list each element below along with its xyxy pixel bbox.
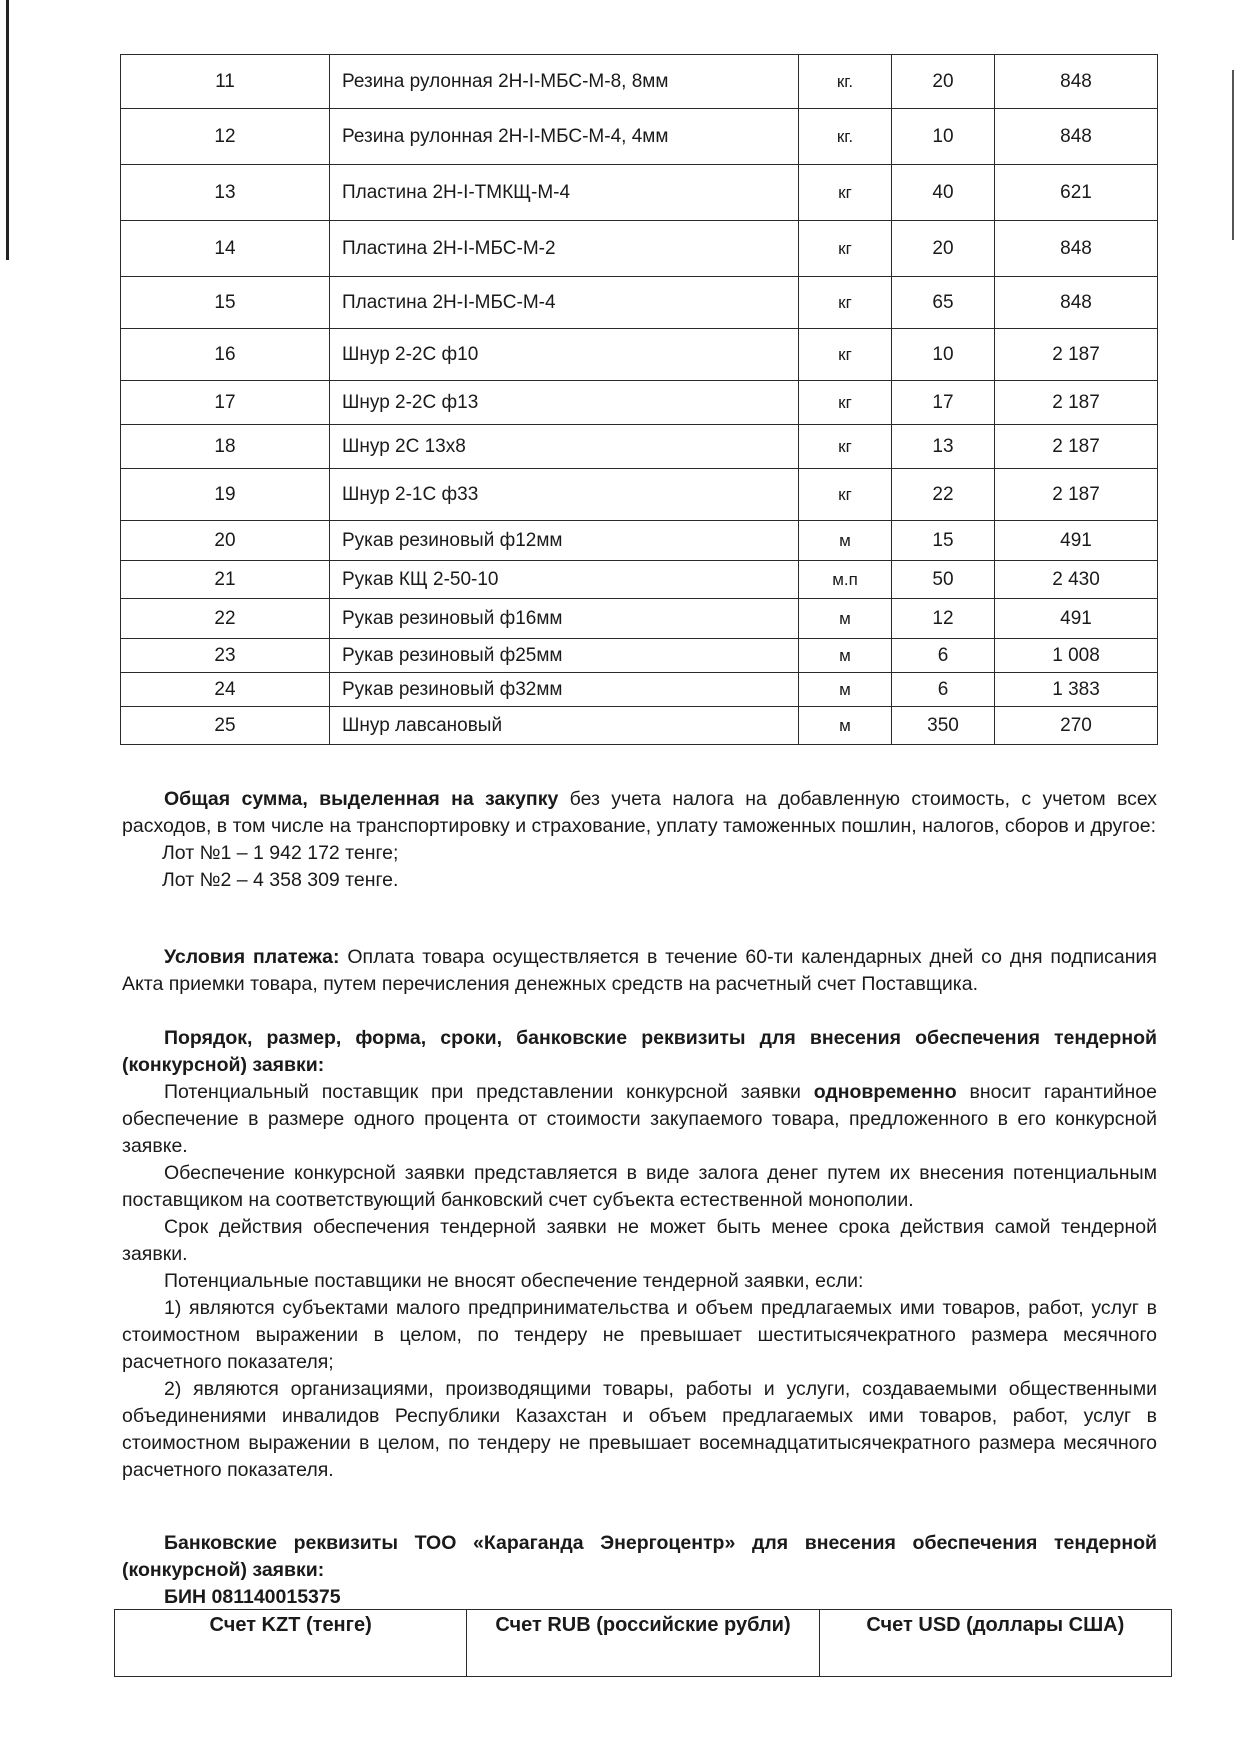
item-name: Рукав резиновый ф32мм: [330, 673, 799, 707]
total-lead: Общая сумма, выделенная на закупку: [164, 788, 559, 810]
unit: кг: [799, 381, 892, 425]
row-number: 18: [121, 425, 330, 469]
security-paragraph-1: Потенциальный поставщик при представлении конкурсной заявки одновременно вносит гарантийное обеспечение в размере одного процента от стоимости закупаемого товара, предложенного в его конкурсной заявке.: [122, 1081, 1158, 1157]
row-number: 23: [121, 639, 330, 673]
unit-price: 2 187: [995, 425, 1158, 469]
unit: кг: [799, 425, 892, 469]
item-name: Шнур лавсановый: [330, 707, 799, 745]
security-paragraph-5: 1) являются субъектами малого предпринимательства и объем предлагаемых ими товаров, работ, услуг в стоимостном выражении в целом, по тендеру не превышает шеститысячекратного размера месячного расчетного показателя;: [122, 1297, 1157, 1373]
row-number: 20: [121, 521, 330, 561]
table-row: [121, 469, 1158, 521]
unit-price: 270: [995, 707, 1158, 745]
security-paragraph-4: Потенциальные поставщики не вносят обеспечение тендерной заявки, если:: [164, 1270, 864, 1292]
unit-price: 848: [995, 55, 1158, 109]
unit-price: 2 187: [995, 469, 1158, 521]
unit: кг.: [799, 55, 892, 109]
bank-accounts-row: [115, 1610, 1172, 1677]
quantity: 13: [892, 425, 995, 469]
security-section: [122, 1025, 1157, 1484]
security-paragraph-3: Срок действия обеспечения тендерной заявки не может быть менее срока действия самой тендерной заявки.: [122, 1216, 1157, 1265]
unit: м: [799, 673, 892, 707]
row-number: 24: [121, 673, 330, 707]
total-section: [122, 786, 1157, 894]
row-number: 22: [121, 599, 330, 639]
quantity: 15: [892, 521, 995, 561]
scan-edge-line-right: [1232, 70, 1234, 240]
row-number: 16: [121, 329, 330, 381]
unit-price: 2 187: [995, 329, 1158, 381]
row-number: 12: [121, 109, 330, 165]
security-heading: Порядок, размер, форма, сроки, банковские реквизиты для внесения обеспечения тендерной (конкурсной) заявки:: [122, 1027, 1157, 1076]
goods-table-body: [121, 55, 1158, 745]
quantity: 50: [892, 561, 995, 599]
quantity: 12: [892, 599, 995, 639]
row-number: 17: [121, 381, 330, 425]
table-row: [121, 673, 1158, 707]
item-name: Шнур 2-2С ф10: [330, 329, 799, 381]
unit-price: 848: [995, 109, 1158, 165]
unit: кг: [799, 469, 892, 521]
total-text: без учета налога на добавленную стоимость, с учетом всех расходов, в том числе на транспортировку и страхование, уплату таможенных пошлин, налогов, сборов и другое:: [122, 788, 1157, 837]
item-name: Пластина 2Н-I-МБС-М-4: [330, 277, 799, 329]
item-name: Шнур 2-2С ф13: [330, 381, 799, 425]
unit-price: 848: [995, 277, 1158, 329]
payment-paragraph: [122, 944, 1157, 998]
security-bold-word: одновременно: [813, 1081, 957, 1103]
unit-price: 848: [995, 221, 1158, 277]
table-row: [121, 425, 1158, 469]
row-number: 25: [121, 707, 330, 745]
item-name: Резина рулонная 2Н-I-МБС-М-8, 8мм: [330, 55, 799, 109]
unit: м: [799, 599, 892, 639]
quantity: 10: [892, 109, 995, 165]
table-row: [121, 277, 1158, 329]
quantity: 10: [892, 329, 995, 381]
quantity: 6: [892, 673, 995, 707]
row-number: 11: [121, 55, 330, 109]
security-paragraph-6: 2) являются организациями, производящими товары, работы и услуги, создаваемыми общественными объединениями инвалидов Республики Казахстан и объем предлагаемых ими товаров, работ, услуг в стоимостном выражении в целом, по тендеру не превышает восемнадцатитысячекратного размера месячного расчетного показателя.: [122, 1378, 1157, 1481]
scan-edge-line-left: [6, 0, 9, 260]
goods-table: [120, 54, 1158, 745]
quantity: 350: [892, 707, 995, 745]
row-number: 14: [121, 221, 330, 277]
unit: м: [799, 639, 892, 673]
account-usd: Счет USD (доллары США): [819, 1610, 1171, 1677]
unit: кг: [799, 221, 892, 277]
quantity: 22: [892, 469, 995, 521]
unit-price: 1 383: [995, 673, 1158, 707]
unit-price: 1 008: [995, 639, 1158, 673]
item-name: Пластина 2Н-I-ТМКЩ-М-4: [330, 165, 799, 221]
table-row: [121, 221, 1158, 277]
row-number: 21: [121, 561, 330, 599]
quantity: 6: [892, 639, 995, 673]
bank-accounts-table: [114, 1609, 1172, 1677]
unit: м.п: [799, 561, 892, 599]
unit-price: 621: [995, 165, 1158, 221]
unit: м: [799, 521, 892, 561]
item-name: Пластина 2Н-I-МБС-М-2: [330, 221, 799, 277]
account-rub: Счет RUB (российские рубли): [467, 1610, 819, 1677]
row-number: 19: [121, 469, 330, 521]
payment-lead: Условия платежа:: [164, 946, 340, 968]
payment-text: Оплата товара осуществляется в течение 60-ти календарных дней со дня подписания Акта приемки товара, путем перечисления денежных средств на расчетный счет Поставщика.: [122, 946, 1157, 995]
unit-price: 2 187: [995, 381, 1158, 425]
lot-1-amount: Лот №1 – 1 942 172 тенге;: [162, 842, 399, 864]
security-paragraph-2: Обеспечение конкурсной заявки представляется в виде залога денег путем их внесения потенциальным поставщиком на соответствующий банковский счет субъекта естественной монополии.: [122, 1162, 1157, 1211]
unit: кг.: [799, 109, 892, 165]
bank-heading: Банковские реквизиты ТОО «Караганда Энергоцентр» для внесения обеспечения тендерной (конкурсной) заявки:: [122, 1532, 1157, 1581]
quantity: 40: [892, 165, 995, 221]
row-number: 13: [121, 165, 330, 221]
table-row: [121, 707, 1158, 745]
quantity: 17: [892, 381, 995, 425]
table-row: [121, 109, 1158, 165]
unit-price: 491: [995, 599, 1158, 639]
table-row: [121, 381, 1158, 425]
item-name: Шнур 2-1С ф33: [330, 469, 799, 521]
table-row: [121, 561, 1158, 599]
table-row: [121, 521, 1158, 561]
item-name: Резина рулонная 2Н-I-МБС-М-4, 4мм: [330, 109, 799, 165]
quantity: 20: [892, 221, 995, 277]
unit-price: 491: [995, 521, 1158, 561]
lot-2-amount: Лот №2 – 4 358 309 тенге.: [162, 869, 399, 891]
item-name: Рукав резиновый ф25мм: [330, 639, 799, 673]
payment-section: [122, 944, 1157, 998]
unit: кг: [799, 277, 892, 329]
unit: кг: [799, 329, 892, 381]
table-row: [121, 639, 1158, 673]
total-paragraph: [122, 786, 1157, 840]
table-row: [121, 329, 1158, 381]
table-row: [121, 55, 1158, 109]
quantity: 65: [892, 277, 995, 329]
unit: кг: [799, 165, 892, 221]
unit-price: 2 430: [995, 561, 1158, 599]
unit: м: [799, 707, 892, 745]
account-kzt: Счет KZT (тенге): [115, 1610, 467, 1677]
table-row: [121, 165, 1158, 221]
item-name: Рукав резиновый ф16мм: [330, 599, 799, 639]
item-name: Рукав резиновый ф12мм: [330, 521, 799, 561]
bank-bin: БИН 081140015375: [164, 1586, 341, 1608]
row-number: 15: [121, 277, 330, 329]
item-name: Рукав КЩ 2-50-10: [330, 561, 799, 599]
table-row: [121, 599, 1158, 639]
quantity: 20: [892, 55, 995, 109]
bank-section: [122, 1530, 1157, 1611]
item-name: Шнур 2С 13х8: [330, 425, 799, 469]
